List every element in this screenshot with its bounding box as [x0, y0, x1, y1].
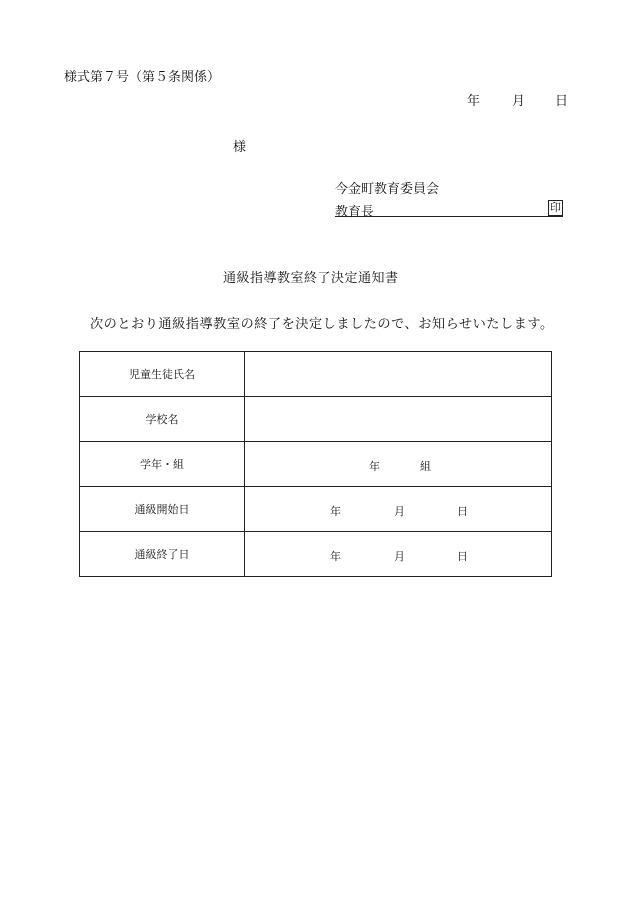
row-label-start-date: 通級開始日 [80, 487, 245, 532]
header-date-month: 月 [512, 94, 526, 109]
table-row [80, 397, 552, 442]
table-row [80, 442, 552, 487]
end-date-month-unit: 月 [394, 550, 405, 563]
table-row [80, 487, 552, 532]
row-label-school-name: 学校名 [80, 397, 245, 442]
addressee-suffix: 様 [233, 140, 247, 155]
end-date-value[interactable] [245, 532, 552, 577]
signature-line [335, 216, 563, 217]
end-date-day-unit: 日 [457, 550, 468, 563]
issuer-organization: 今金町教育委員会 [335, 182, 440, 197]
school-name-value[interactable] [245, 397, 552, 442]
table-row [80, 532, 552, 577]
header-date-day: 日 [555, 94, 569, 109]
end-date-year-unit: 年 [330, 550, 341, 563]
row-label-grade-class: 学年・組 [80, 442, 245, 487]
info-table [79, 351, 552, 577]
issuer-title: 教育長 [335, 205, 375, 220]
notice-text: 次のとおり通級指導教室の終了を決定しましたので、お知らせいたします。 [90, 317, 554, 332]
header-date-year: 年 [467, 94, 481, 109]
start-date-day-unit: 日 [457, 505, 468, 518]
form-number: 様式第７号（第５条関係） [64, 70, 221, 85]
grade-class-value[interactable] [245, 442, 552, 487]
row-label-end-date: 通級終了日 [80, 532, 245, 577]
header-date [0, 90, 630, 109]
seal-mark: 印 [550, 201, 561, 214]
start-date-value[interactable] [245, 487, 552, 532]
start-date-year-unit: 年 [330, 505, 341, 518]
table-row [80, 352, 552, 397]
row-label-student-name: 児童生徒氏名 [80, 352, 245, 397]
student-name-value[interactable] [245, 352, 552, 397]
document-title: 通級指導教室終了決定通知書 [223, 271, 399, 286]
start-date-month-unit: 月 [394, 505, 405, 518]
grade-class-unit: 組 [420, 460, 431, 473]
grade-year-unit: 年 [369, 460, 380, 473]
